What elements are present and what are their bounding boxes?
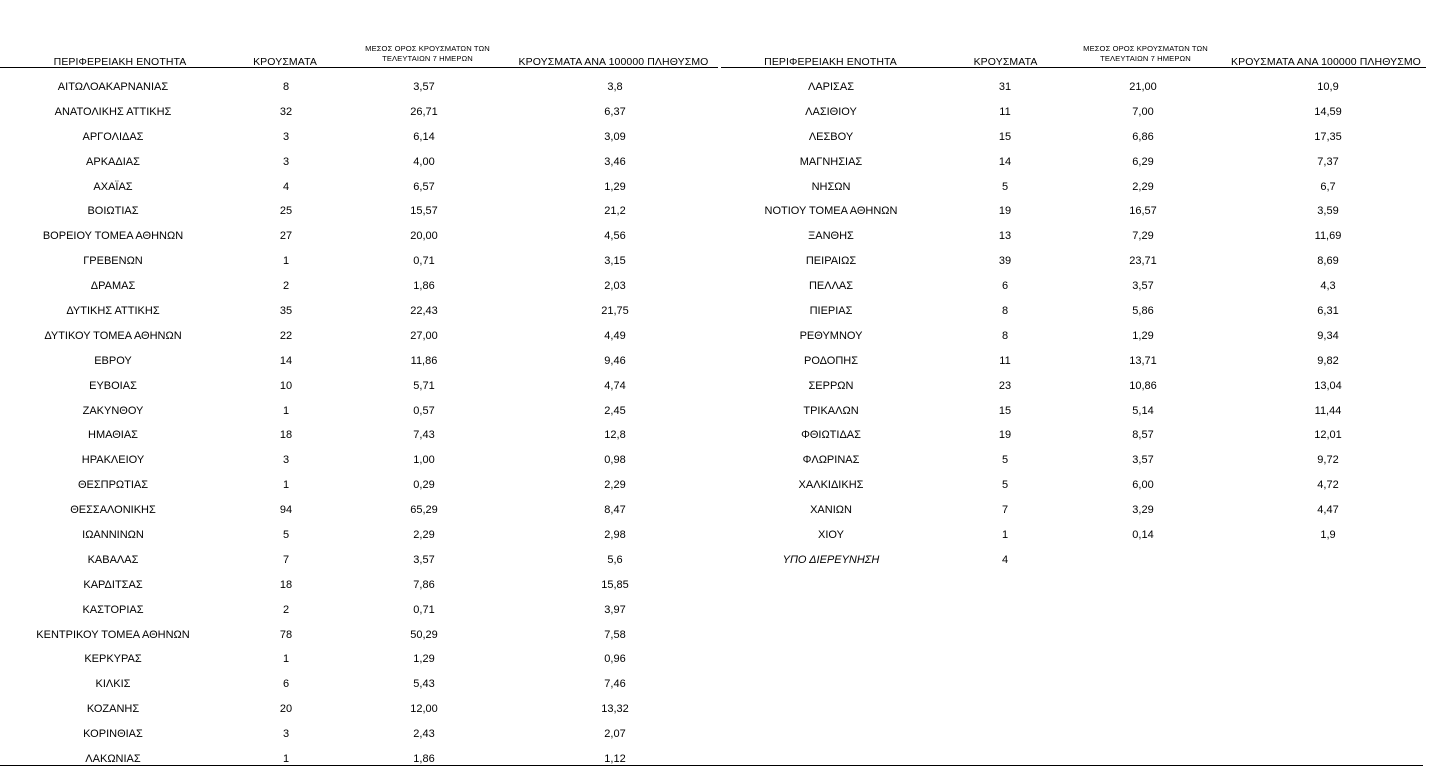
cell-cases: 3 [282, 155, 290, 168]
cell-per100k: 9,46 [604, 354, 626, 367]
cell-cases: 3 [282, 454, 290, 467]
cell-avg7: 22,43 [410, 305, 438, 318]
cell-region: ΧΙΟΥ [818, 529, 844, 542]
cell-per100k: 0,96 [604, 653, 626, 666]
cell-avg7: 11,86 [410, 354, 438, 367]
cell-region: ΙΩΑΝΝΙΝΩΝ [82, 529, 144, 542]
cell-cases: 8 [1001, 329, 1009, 342]
cell-cases: 1 [1001, 529, 1009, 542]
cell-avg7: 8,57 [1132, 429, 1154, 442]
cell-cases: 25 [279, 205, 293, 218]
cell-per100k: 3,46 [604, 155, 626, 168]
cell-per100k: 2,07 [604, 728, 626, 741]
cell-region: ΡΕΘΥΜΝΟΥ [799, 329, 863, 342]
cell-cases: 39 [998, 255, 1012, 268]
cell-avg7: 0,71 [413, 603, 435, 616]
right-table [718, 0, 1426, 578]
cell-avg7: 15,57 [410, 205, 438, 218]
cell-region: ΚΕΝΤΡΙΚΟΥ ΤΟΜΕΑ ΑΘΗΝΩΝ [36, 628, 190, 641]
cell-avg7: 20,00 [410, 230, 438, 243]
table-row [0, 304, 718, 329]
cell-region: ΦΘΙΩΤΙΔΑΣ [801, 429, 861, 442]
table-row [718, 204, 1426, 229]
table-row [0, 628, 718, 653]
cell-cases: 5 [282, 529, 290, 542]
cell-per100k: 1,29 [604, 180, 626, 193]
cell-avg7: 6,86 [1132, 130, 1154, 143]
table-row [718, 553, 1426, 578]
cell-region: ΓΡΕΒΕΝΩΝ [83, 255, 143, 268]
cell-region: ΥΠΟ ΔΙΕΡΕΥΝΗΣΗ [782, 553, 880, 566]
table-row [718, 528, 1426, 553]
table-row [0, 329, 718, 354]
cell-avg7: 0,14 [1132, 529, 1154, 542]
cell-per100k: 1,9 [1320, 529, 1336, 542]
cell-per100k: 4,3 [1320, 280, 1336, 293]
table-row [718, 279, 1426, 304]
table-row [718, 453, 1426, 478]
cell-cases: 4 [282, 180, 290, 193]
header-region: ΠΕΡΙΦΕΡΕΙΑΚΗ ΕΝΟΤΗΤΑ [53, 56, 187, 68]
cell-per100k: 14,59 [1314, 105, 1342, 118]
cell-cases: 1 [282, 653, 290, 666]
cell-per100k: 10,9 [1317, 81, 1339, 93]
cell-cases: 19 [998, 205, 1012, 218]
table-row [0, 354, 718, 379]
header-avg7 [1058, 44, 1233, 64]
cell-avg7: 6,29 [1132, 155, 1154, 168]
cell-region: ΧΑΛΚΙΔΙΚΗΣ [798, 479, 864, 492]
cell-per100k: 12,8 [604, 429, 626, 442]
cell-cases: 8 [282, 81, 290, 93]
cell-region: ΑΡΚΑΔΙΑΣ [86, 155, 140, 168]
cell-region: ΒΟΡΕΙΟΥ ΤΟΜΕΑ ΑΘΗΝΩΝ [42, 230, 184, 243]
cell-region: ΠΕΙΡΑΙΩΣ [805, 255, 857, 268]
cell-avg7: 6,00 [1132, 479, 1154, 492]
cell-cases: 3 [282, 728, 290, 741]
cell-per100k: 15,85 [601, 578, 629, 591]
cell-per100k: 2,45 [604, 404, 626, 417]
table-row [0, 578, 718, 603]
cell-region: ΝΟΤΙΟΥ ΤΟΜΕΑ ΑΘΗΝΩΝ [764, 205, 898, 218]
table-row [718, 80, 1426, 105]
cell-per100k: 9,82 [1317, 354, 1339, 367]
table-row [0, 727, 718, 752]
table-row [718, 155, 1426, 180]
cell-region: ΠΕΛΛΑΣ [808, 280, 854, 293]
header-cases: ΚΡΟΥΣΜΑΤΑ [973, 56, 1038, 68]
cell-cases: 94 [279, 504, 293, 517]
cell-cases: 6 [282, 678, 290, 691]
header-avg7-line1: ΜΕΣΟΣ ΟΡΟΣ ΚΡΟΥΣΜΑΤΩΝ ΤΩΝ [365, 44, 490, 53]
table-row [0, 155, 718, 180]
cell-cases: 23 [998, 379, 1012, 392]
table-row [0, 677, 718, 702]
cell-region: ΔΥΤΙΚΟΥ ΤΟΜΕΑ ΑΘΗΝΩΝ [44, 329, 182, 342]
table-row [0, 180, 718, 205]
cell-cases: 32 [279, 105, 293, 118]
cell-per100k: 13,32 [601, 703, 629, 716]
cell-avg7: 27,00 [410, 329, 438, 342]
cell-region: ΕΒΡΟΥ [94, 354, 132, 367]
cell-avg7: 10,86 [1129, 379, 1157, 392]
cell-cases: 27 [279, 230, 293, 243]
cell-avg7: 4,00 [413, 155, 435, 168]
cell-cases: 5 [1001, 180, 1009, 193]
cropped-footer-text [0, 775, 1000, 783]
table-row [0, 503, 718, 528]
table-row [718, 229, 1426, 254]
table-row [718, 404, 1426, 429]
table-row [0, 453, 718, 478]
cell-per100k: 13,04 [1314, 379, 1342, 392]
cell-cases: 2 [282, 280, 290, 293]
cell-cases: 22 [279, 329, 293, 342]
cell-per100k: 4,74 [604, 379, 626, 392]
cell-cases: 31 [998, 81, 1012, 93]
cell-avg7: 1,29 [1132, 329, 1154, 342]
cell-avg7: 3,57 [1132, 280, 1154, 293]
left-table [0, 0, 718, 777]
table-row [0, 428, 718, 453]
table-row [0, 478, 718, 503]
header-divider [721, 67, 1426, 68]
cell-region: ΘΕΣΠΡΩΤΙΑΣ [77, 479, 149, 492]
cell-avg7: 3,57 [413, 81, 435, 93]
cell-cases: 4 [1001, 553, 1009, 566]
table-row [718, 329, 1426, 354]
cell-cases: 14 [998, 155, 1012, 168]
cell-per100k: 8,47 [604, 504, 626, 517]
cell-avg7: 7,00 [1132, 105, 1154, 118]
cell-avg7: 3,29 [1132, 504, 1154, 517]
cell-cases: 15 [998, 130, 1012, 143]
cell-region: ΗΜΑΘΙΑΣ [88, 429, 138, 442]
cell-avg7: 3,57 [413, 553, 435, 566]
cell-region: ΞΑΝΘΗΣ [808, 230, 854, 243]
cell-region: ΚΕΡΚΥΡΑΣ [84, 653, 142, 666]
cell-region: ΛΑΣΙΘΙΟΥ [805, 105, 857, 118]
cell-region: ΚΑΣΤΟΡΙΑΣ [82, 603, 144, 616]
cell-cases: 20 [279, 703, 293, 716]
cell-per100k: 5,6 [607, 553, 623, 566]
cell-cases: 5 [1001, 454, 1009, 467]
table-header [718, 0, 1426, 68]
cell-avg7: 1,86 [413, 280, 435, 293]
cell-cases: 5 [1001, 479, 1009, 492]
cell-cases: 10 [279, 379, 293, 392]
table-row [718, 304, 1426, 329]
cell-avg7: 1,00 [413, 454, 435, 467]
cell-per100k: 21,2 [604, 205, 626, 218]
table-row [718, 478, 1426, 503]
cell-avg7: 5,71 [413, 379, 435, 392]
cell-per100k: 3,15 [604, 255, 626, 268]
cell-per100k: 7,37 [1317, 155, 1339, 168]
table-row [0, 652, 718, 677]
cell-region: ΡΟΔΟΠΗΣ [803, 354, 859, 367]
cell-avg7: 7,43 [413, 429, 435, 442]
table-row [0, 553, 718, 578]
cell-avg7: 6,57 [413, 180, 435, 193]
cell-avg7: 5,43 [413, 678, 435, 691]
cell-per100k: 11,69 [1314, 230, 1342, 243]
table-header [0, 0, 718, 68]
cell-per100k: 4,72 [1317, 479, 1339, 492]
cell-cases: 78 [279, 628, 293, 641]
bottom-divider [0, 765, 1423, 766]
table-row [0, 229, 718, 254]
cell-per100k: 6,37 [604, 105, 626, 118]
table-row [0, 80, 718, 105]
table-row [0, 279, 718, 304]
cell-cases: 18 [279, 429, 293, 442]
cell-cases: 18 [279, 578, 293, 591]
cell-cases: 8 [1001, 305, 1009, 318]
cell-per100k: 4,56 [604, 230, 626, 243]
cell-per100k: 2,29 [604, 479, 626, 492]
cell-region: ΚΑΒΑΛΑΣ [87, 553, 139, 566]
cell-region: ΘΕΣΣΑΛΟΝΙΚΗΣ [70, 504, 156, 517]
header-avg7-line1: ΜΕΣΟΣ ΟΡΟΣ ΚΡΟΥΣΜΑΤΩΝ ΤΩΝ [1083, 44, 1208, 53]
cell-avg7: 0,71 [413, 255, 435, 268]
cell-cases: 7 [1001, 504, 1009, 517]
cell-cases: 6 [1001, 280, 1009, 293]
cell-cases: 1 [282, 404, 290, 417]
cell-region: ΑΡΓΟΛΙΔΑΣ [82, 130, 144, 143]
cell-region: ΕΥΒΟΙΑΣ [89, 379, 137, 392]
cell-region: ΠΙΕΡΙΑΣ [809, 305, 853, 318]
cell-avg7: 5,86 [1132, 305, 1154, 318]
cell-cases: 1 [282, 255, 290, 268]
table-row [0, 528, 718, 553]
cell-region: ΔΡΑΜΑΣ [90, 280, 136, 293]
cell-cases: 35 [279, 305, 293, 318]
cell-cases: 2 [282, 603, 290, 616]
cell-avg7: 7,29 [1132, 230, 1154, 243]
cell-avg7: 7,86 [413, 578, 435, 591]
table-row [0, 130, 718, 155]
cell-per100k: 4,49 [604, 329, 626, 342]
cell-region: ΑΙΤΩΛΟΑΚΑΡΝΑΝΙΑΣ [57, 81, 169, 93]
header-per100k: ΚΡΟΥΣΜΑΤΑ ΑΝΑ 100000 ΠΛΗΘΥΣΜΟ [518, 56, 709, 68]
header-divider [0, 67, 718, 68]
cell-avg7: 65,29 [410, 504, 438, 517]
cell-per100k: 2,03 [604, 280, 626, 293]
cell-cases: 3 [282, 130, 290, 143]
cell-cases: 13 [998, 230, 1012, 243]
cell-per100k: 17,35 [1314, 130, 1342, 143]
cell-avg7: 50,29 [410, 628, 438, 641]
cell-avg7: 13,71 [1129, 354, 1157, 367]
table-row [718, 130, 1426, 155]
cell-cases: 1 [282, 479, 290, 492]
cell-region: ΒΟΙΩΤΙΑΣ [87, 205, 139, 218]
cell-region: ΑΝΑΤΟΛΙΚΗΣ ΑΤΤΙΚΗΣ [54, 105, 172, 118]
cell-avg7: 2,29 [1132, 180, 1154, 193]
table-row [0, 379, 718, 404]
cell-cases: 1 [282, 753, 290, 766]
header-avg7-line2: ΤΕΛΕΥΤΑΙΩΝ 7 ΗΜΕΡΩΝ [1100, 54, 1191, 63]
cell-avg7: 2,29 [413, 529, 435, 542]
header-avg7 [340, 44, 515, 64]
cell-region: ΚΟΡΙΝΘΙΑΣ [83, 728, 143, 741]
cell-cases: 14 [279, 354, 293, 367]
cell-region: ΚΑΡΔΙΤΣΑΣ [83, 578, 143, 591]
cell-cases: 11 [999, 354, 1011, 367]
cell-per100k: 11,44 [1314, 404, 1342, 417]
cell-per100k: 8,69 [1317, 255, 1339, 268]
table-row [0, 404, 718, 429]
cell-region: ΔΥΤΙΚΗΣ ΑΤΤΙΚΗΣ [66, 305, 160, 318]
cell-avg7: 26,71 [410, 105, 438, 118]
cell-per100k: 1,12 [604, 753, 626, 766]
cell-region: ΑΧΑΪΑΣ [93, 180, 133, 193]
cell-avg7: 5,14 [1132, 404, 1154, 417]
cell-region: ΤΡΙΚΑΛΩΝ [803, 404, 859, 417]
header-avg7-line2: ΤΕΛΕΥΤΑΙΩΝ 7 ΗΜΕΡΩΝ [382, 54, 473, 63]
table-row [0, 702, 718, 727]
cell-cases: 11 [999, 105, 1011, 118]
cell-per100k: 4,47 [1317, 504, 1339, 517]
table-row [718, 379, 1426, 404]
table-row [0, 204, 718, 229]
cell-avg7: 16,57 [1129, 205, 1157, 218]
cell-region: ΣΕΡΡΩΝ [808, 379, 854, 392]
cell-per100k: 3,97 [604, 603, 626, 616]
cell-avg7: 0,29 [413, 479, 435, 492]
table-row [718, 354, 1426, 379]
cell-region: ΦΛΩΡΙΝΑΣ [802, 454, 860, 467]
table-row [718, 105, 1426, 130]
cell-avg7: 0,57 [413, 404, 435, 417]
cell-per100k: 3,59 [1317, 205, 1339, 218]
table-row [718, 180, 1426, 205]
cell-cases: 19 [998, 429, 1012, 442]
table-row [0, 603, 718, 628]
cell-region: ΗΡΑΚΛΕΙΟΥ [81, 454, 145, 467]
cell-avg7: 2,43 [413, 728, 435, 741]
right-rows [718, 80, 1426, 578]
cell-avg7: 6,14 [413, 130, 435, 143]
header-per100k: ΚΡΟΥΣΜΑΤΑ ΑΝΑ 100000 ΠΛΗΘΥΣΜΟ [1231, 56, 1421, 68]
cell-region: ΛΑΡΙΣΑΣ [807, 81, 854, 93]
header-cases: ΚΡΟΥΣΜΑΤΑ [253, 56, 317, 68]
cell-per100k: 9,72 [1317, 454, 1339, 467]
cell-per100k: 6,31 [1317, 305, 1339, 318]
cell-per100k: 7,46 [604, 678, 626, 691]
table-row [718, 254, 1426, 279]
cell-region: ΛΑΚΩΝΙΑΣ [85, 753, 141, 766]
cell-per100k: 9,34 [1317, 329, 1339, 342]
left-rows [0, 80, 718, 777]
header-region: ΠΕΡΙΦΕΡΕΙΑΚΗ ΕΝΟΤΗΤΑ [764, 56, 897, 68]
cell-region: ΚΟΖΑΝΗΣ [86, 703, 140, 716]
cell-per100k: 0,98 [604, 454, 626, 467]
cell-avg7: 3,57 [1132, 454, 1154, 467]
cell-per100k: 12,01 [1314, 429, 1342, 442]
cell-region: ΚΙΛΚΙΣ [95, 678, 131, 691]
cell-region: ΛΕΣΒΟΥ [808, 130, 854, 143]
cell-region: ΜΑΓΝΗΣΙΑΣ [799, 155, 863, 168]
cell-avg7: 1,29 [413, 653, 435, 666]
table-row [718, 428, 1426, 453]
cell-cases: 7 [282, 553, 290, 566]
cell-per100k: 2,98 [604, 529, 626, 542]
cell-avg7: 12,00 [410, 703, 438, 716]
cell-per100k: 3,09 [604, 130, 626, 143]
table-row [0, 254, 718, 279]
cell-region: ΖΑΚΥΝΘΟΥ [82, 404, 144, 417]
cell-region: ΧΑΝΙΩΝ [810, 504, 852, 517]
cell-avg7: 21,00 [1129, 81, 1157, 93]
cell-avg7: 23,71 [1129, 255, 1157, 268]
cell-per100k: 21,75 [601, 305, 629, 318]
cell-per100k: 7,58 [604, 628, 626, 641]
cell-avg7: 1,86 [413, 753, 435, 766]
table-row [718, 503, 1426, 528]
cell-per100k: 6,7 [1320, 180, 1336, 193]
cell-per100k: 3,8 [607, 81, 623, 93]
cell-region: ΝΗΣΩΝ [811, 180, 851, 193]
cell-cases: 15 [998, 404, 1012, 417]
table-row [0, 105, 718, 130]
